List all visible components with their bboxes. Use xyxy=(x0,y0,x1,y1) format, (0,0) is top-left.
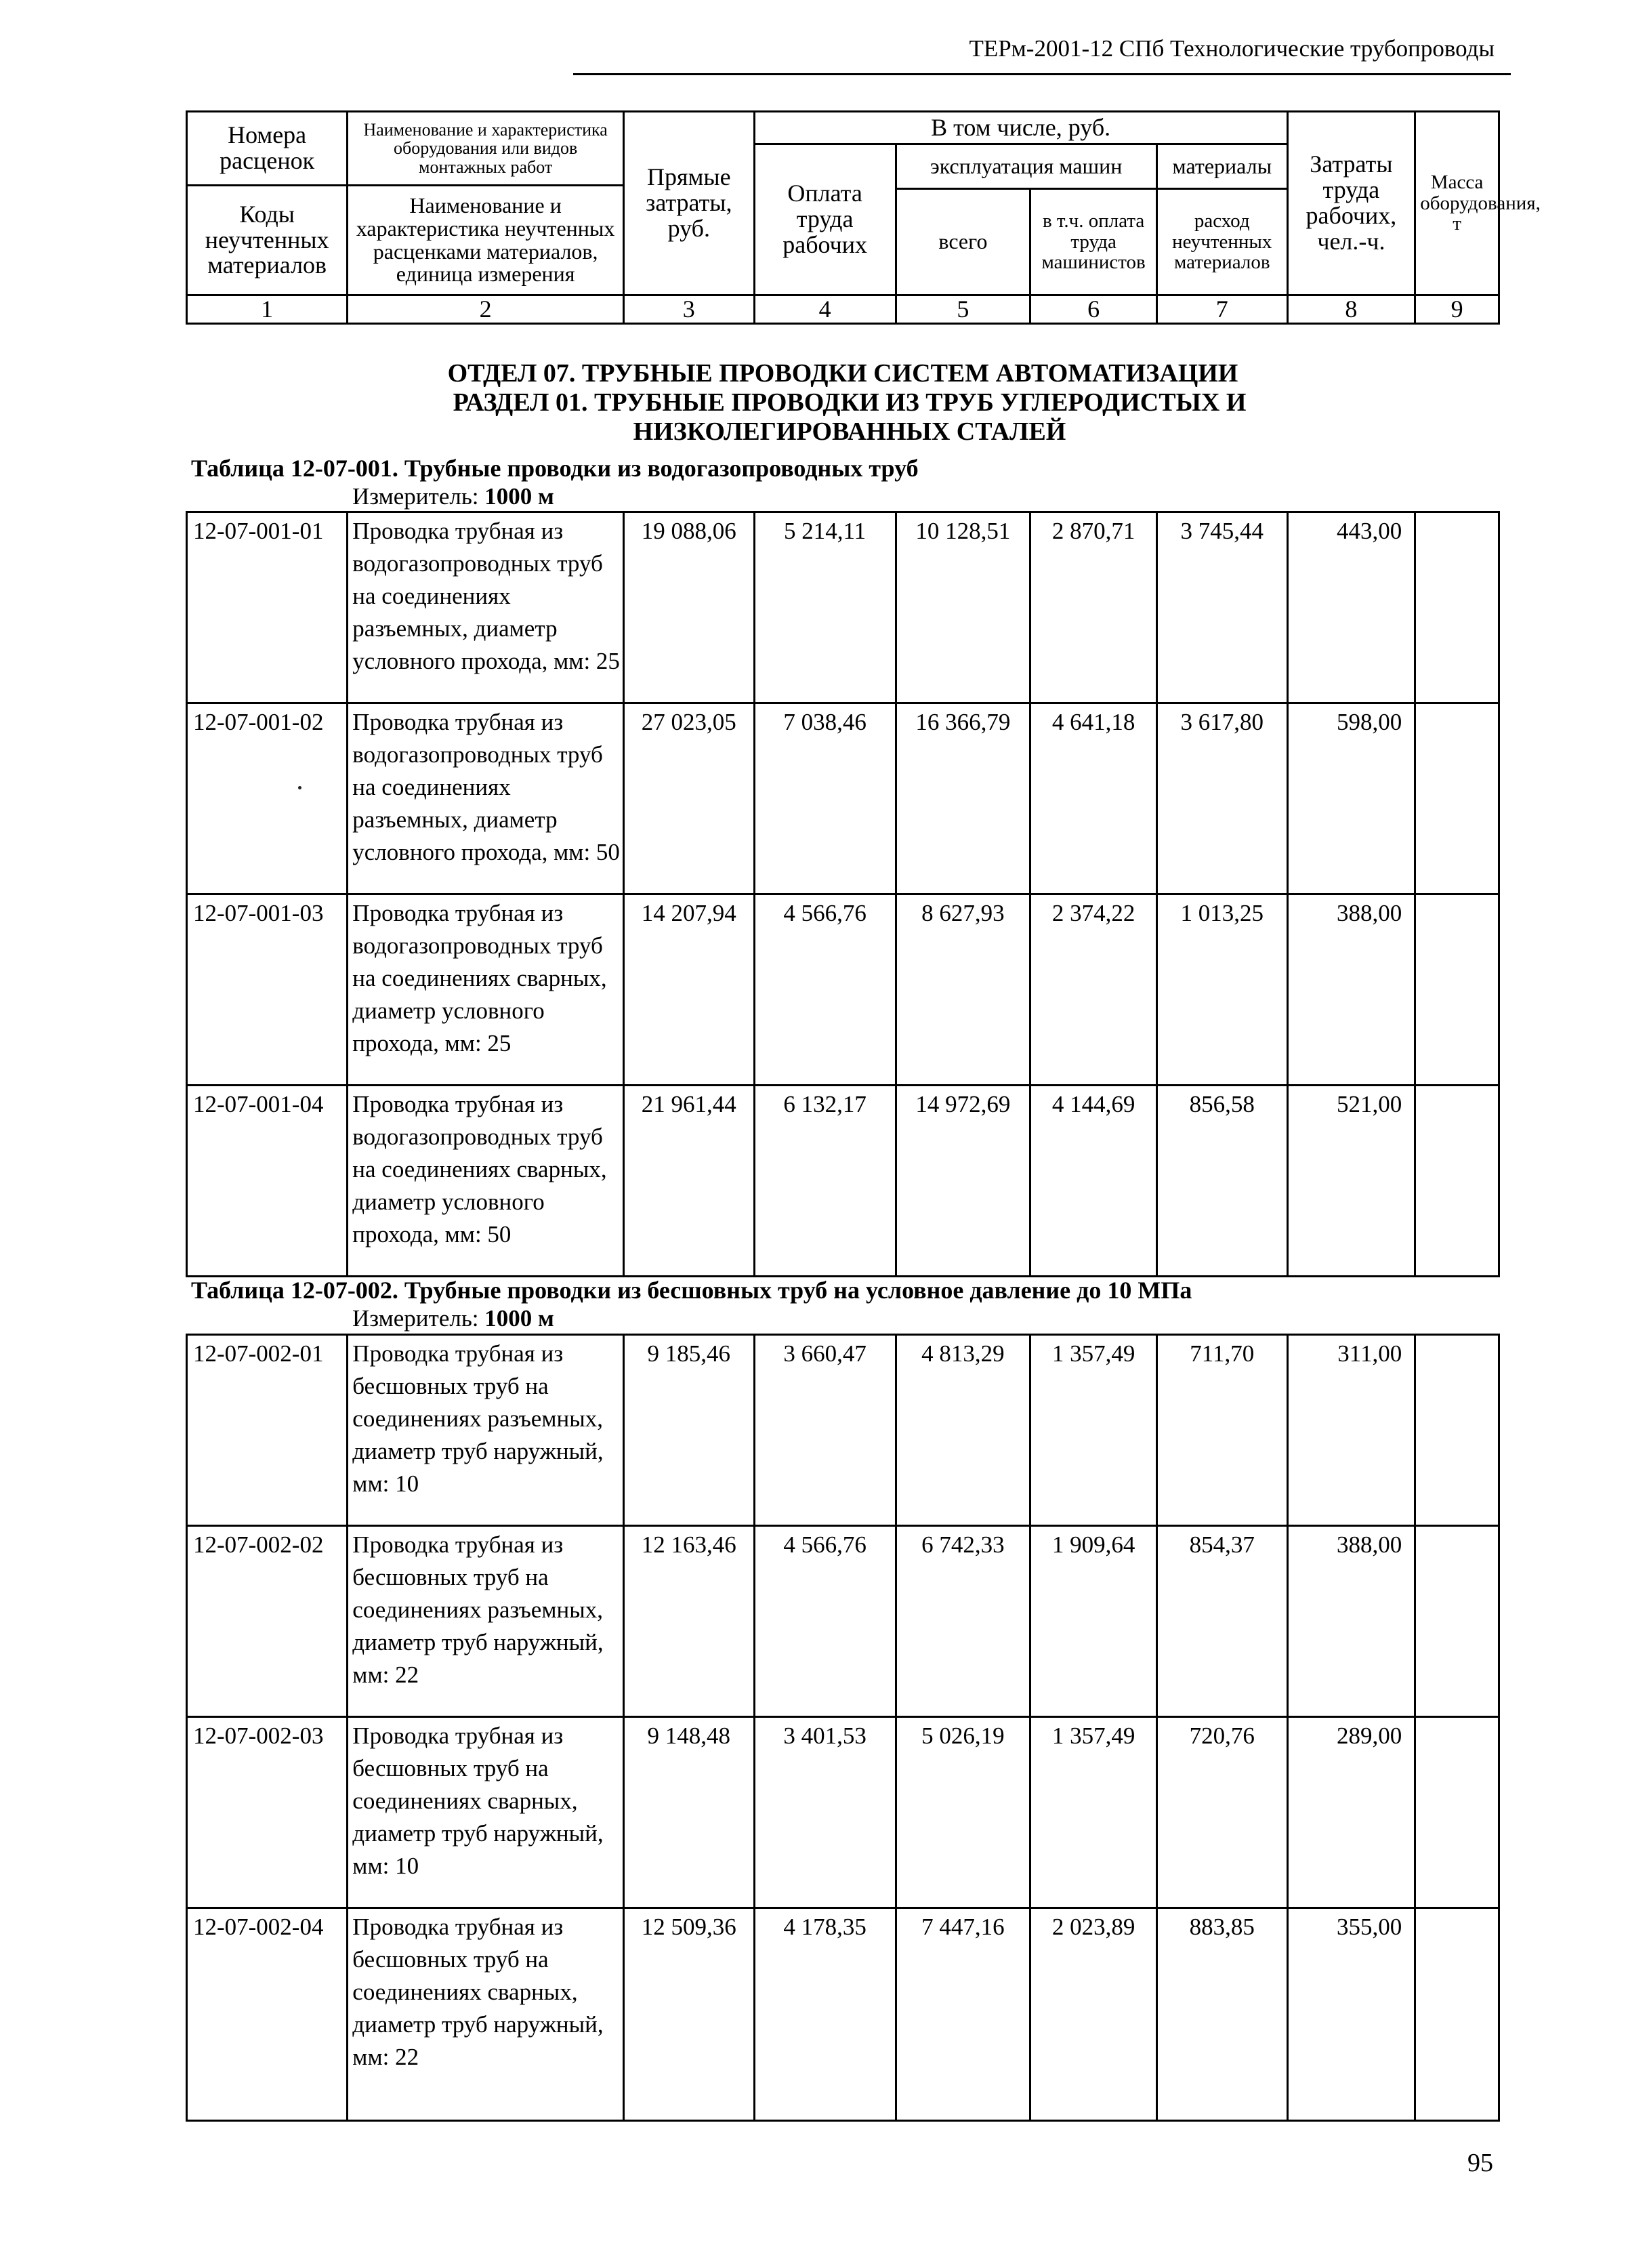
equipment-mass xyxy=(1415,894,1499,1086)
labor-hours: 521,00 xyxy=(1287,1086,1415,1277)
header-machines-group: эксплуатация машин xyxy=(896,144,1156,189)
work-name: Проводка трубная из бесшовных труб на соединениях разъемных, диаметр труб наружный, мм: 10 xyxy=(348,1335,624,1526)
header-codes-cell xyxy=(187,112,348,295)
header-materials-group: материалы xyxy=(1156,144,1287,189)
machines-total: 6 742,33 xyxy=(896,1526,1030,1717)
column-number: 1 xyxy=(187,295,348,324)
rate-code: 12-07-002-02 xyxy=(187,1526,348,1717)
measure-value: 1000 м xyxy=(484,1305,554,1332)
rate-code: 12-07-001-02 xyxy=(187,703,348,894)
equipment-mass xyxy=(1415,1086,1499,1277)
work-name: Проводка трубная из водогазопроводных труб на соединениях разъемных, диаметр условного прохода, мм: 50 xyxy=(348,703,624,894)
header-material-codes: Коды неучтенных материалов xyxy=(205,200,329,279)
machines-total: 10 128,51 xyxy=(896,512,1030,703)
column-number: 6 xyxy=(1030,295,1157,324)
materials-cost: 883,85 xyxy=(1156,1908,1287,2121)
worker-pay: 4 178,35 xyxy=(754,1908,896,2121)
department-heading: ОТДЕЛ 07. ТРУБНЫЕ ПРОВОДКИ СИСТЕМ АВТОМАТИЗАЦИИ xyxy=(447,359,1238,388)
header-rate-numbers: Номера расценок xyxy=(188,112,346,186)
table-row xyxy=(187,1335,1499,1526)
table-row xyxy=(187,1717,1499,1908)
worker-pay: 4 566,76 xyxy=(754,1526,896,1717)
direct-costs: 27 023,05 xyxy=(623,703,754,894)
direct-costs: 14 207,94 xyxy=(623,894,754,1086)
operators-pay: 1 357,49 xyxy=(1030,1717,1157,1908)
measure-label: Измеритель: xyxy=(352,483,479,510)
equipment-mass xyxy=(1415,1717,1499,1908)
column-number: 4 xyxy=(754,295,896,324)
operators-pay: 2 023,89 xyxy=(1030,1908,1157,2121)
materials-cost: 720,76 xyxy=(1156,1717,1287,1908)
materials-cost: 854,37 xyxy=(1156,1526,1287,1717)
measure-unit xyxy=(352,1305,554,1332)
header-material-name: Наименование и характеристика неучтенных расценками материалов, единица измерения xyxy=(356,193,615,287)
machines-total: 16 366,79 xyxy=(896,703,1030,894)
table-title: Таблица 12-07-001. Трубные проводки из водогазопроводных труб xyxy=(191,455,919,482)
equipment-mass xyxy=(1415,512,1499,703)
header-labor-hours: Затраты труда рабочих, чел.-ч. xyxy=(1287,112,1415,295)
column-number: 3 xyxy=(623,295,754,324)
rate-code: 12-07-002-04 xyxy=(187,1908,348,2121)
operators-pay: 1 357,49 xyxy=(1030,1335,1157,1526)
machines-total: 8 627,93 xyxy=(896,894,1030,1086)
header-including-group: В том числе, руб. xyxy=(754,112,1287,144)
operators-pay: 2 374,22 xyxy=(1030,894,1157,1086)
chapter-heading: РАЗДЕЛ 01. ТРУБНЫЕ ПРОВОДКИ ИЗ ТРУБ УГЛЕРОДИСТЫХ И НИЗКОЛЕГИРОВАННЫХ СТАЛЕЙ xyxy=(453,388,1247,446)
rates-table-12-07-001 xyxy=(186,511,1500,1277)
direct-costs: 9 185,46 xyxy=(623,1335,754,1526)
operators-pay: 4 641,18 xyxy=(1030,703,1157,894)
worker-pay: 7 038,46 xyxy=(754,703,896,894)
running-head: ТЕРм-2001-12 СПб Технологические трубопроводы xyxy=(969,35,1495,62)
header-unaccounted-materials: расход неучтенных материалов xyxy=(1156,189,1287,295)
labor-hours: 388,00 xyxy=(1287,894,1415,1086)
worker-pay: 6 132,17 xyxy=(754,1086,896,1277)
table-title: Таблица 12-07-002. Трубные проводки из бесшовных труб на условное давление до 10 МПа xyxy=(191,1277,1192,1304)
equipment-mass xyxy=(1415,703,1499,894)
rate-code: 12-07-002-01 xyxy=(187,1335,348,1526)
labor-hours: 355,00 xyxy=(1287,1908,1415,2121)
header-direct-costs: Прямые затраты, руб. xyxy=(623,112,754,295)
table-row xyxy=(187,1526,1499,1717)
column-number: 9 xyxy=(1415,295,1499,324)
measure-value: 1000 м xyxy=(484,483,554,510)
scan-speck xyxy=(298,786,301,789)
direct-costs: 19 088,06 xyxy=(623,512,754,703)
column-header-table xyxy=(186,110,1541,325)
table-row xyxy=(187,703,1499,894)
table-row xyxy=(187,1908,1499,2121)
equipment-mass xyxy=(1415,1335,1499,1526)
rate-code: 12-07-001-01 xyxy=(187,512,348,703)
work-name: Проводка трубная из бесшовных труб на соединениях сварных, диаметр труб наружный, мм: 10 xyxy=(348,1717,624,1908)
worker-pay: 4 566,76 xyxy=(754,894,896,1086)
header-worker-pay: Оплата труда рабочих xyxy=(754,144,896,295)
materials-cost: 3 745,44 xyxy=(1156,512,1287,703)
work-name: Проводка трубная из бесшовных труб на соединениях сварных, диаметр труб наружный, мм: 22 xyxy=(348,1908,624,2121)
work-name: Проводка трубная из бесшовных труб на соединениях разъемных, диаметр труб наружный, мм: 22 xyxy=(348,1526,624,1717)
labor-hours: 388,00 xyxy=(1287,1526,1415,1717)
labor-hours: 289,00 xyxy=(1287,1717,1415,1908)
direct-costs: 12 163,46 xyxy=(623,1526,754,1717)
table-row xyxy=(187,512,1499,703)
header-name-cell xyxy=(348,112,624,295)
labor-hours: 598,00 xyxy=(1287,703,1415,894)
rate-code: 12-07-001-03 xyxy=(187,894,348,1086)
worker-pay: 5 214,11 xyxy=(754,512,896,703)
work-name: Проводка трубная из водогазопроводных труб на соединениях сварных, диаметр условного прохода, мм: 25 xyxy=(348,894,624,1086)
measure-unit xyxy=(352,483,554,510)
header-work-name: Наименование и характеристика оборудования или видов монтажных работ xyxy=(348,112,623,186)
table-row xyxy=(187,894,1499,1086)
operators-pay: 1 909,64 xyxy=(1030,1526,1157,1717)
equipment-mass xyxy=(1415,1526,1499,1717)
work-name: Проводка трубная из водогазопроводных труб на соединениях сварных, диаметр условного прохода, мм: 50 xyxy=(348,1086,624,1277)
header-rule xyxy=(573,73,1511,75)
worker-pay: 3 660,47 xyxy=(754,1335,896,1526)
column-number: 5 xyxy=(896,295,1030,324)
machines-total: 5 026,19 xyxy=(896,1717,1030,1908)
materials-cost: 3 617,80 xyxy=(1156,703,1287,894)
materials-cost: 711,70 xyxy=(1156,1335,1287,1526)
operators-pay: 2 870,71 xyxy=(1030,512,1157,703)
direct-costs: 21 961,44 xyxy=(623,1086,754,1277)
measure-label: Измеритель: xyxy=(352,1305,479,1332)
column-number: 8 xyxy=(1287,295,1415,324)
rates-table-12-07-002 xyxy=(186,1334,1500,2122)
materials-cost: 856,58 xyxy=(1156,1086,1287,1277)
page-number: 95 xyxy=(1467,2149,1493,2177)
column-number: 7 xyxy=(1156,295,1287,324)
rate-code: 12-07-001-04 xyxy=(187,1086,348,1277)
column-number: 2 xyxy=(348,295,624,324)
header-machines-total: всего xyxy=(896,189,1030,295)
machines-total: 7 447,16 xyxy=(896,1908,1030,2121)
header-operators-pay: в т.ч. оплата труда машинистов xyxy=(1030,189,1157,295)
rate-code: 12-07-002-03 xyxy=(187,1717,348,1908)
equipment-mass xyxy=(1415,1908,1499,2121)
operators-pay: 4 144,69 xyxy=(1030,1086,1157,1277)
worker-pay: 3 401,53 xyxy=(754,1717,896,1908)
labor-hours: 311,00 xyxy=(1287,1335,1415,1526)
materials-cost: 1 013,25 xyxy=(1156,894,1287,1086)
labor-hours: 443,00 xyxy=(1287,512,1415,703)
machines-total: 4 813,29 xyxy=(896,1335,1030,1526)
machines-total: 14 972,69 xyxy=(896,1086,1030,1277)
table-row xyxy=(187,1086,1499,1277)
header-equipment-mass: Масса оборудования, т xyxy=(1415,112,1499,295)
work-name: Проводка трубная из водогазопроводных труб на соединениях разъемных, диаметр условного прохода, мм: 25 xyxy=(348,512,624,703)
direct-costs: 9 148,48 xyxy=(623,1717,754,1908)
direct-costs: 12 509,36 xyxy=(623,1908,754,2121)
